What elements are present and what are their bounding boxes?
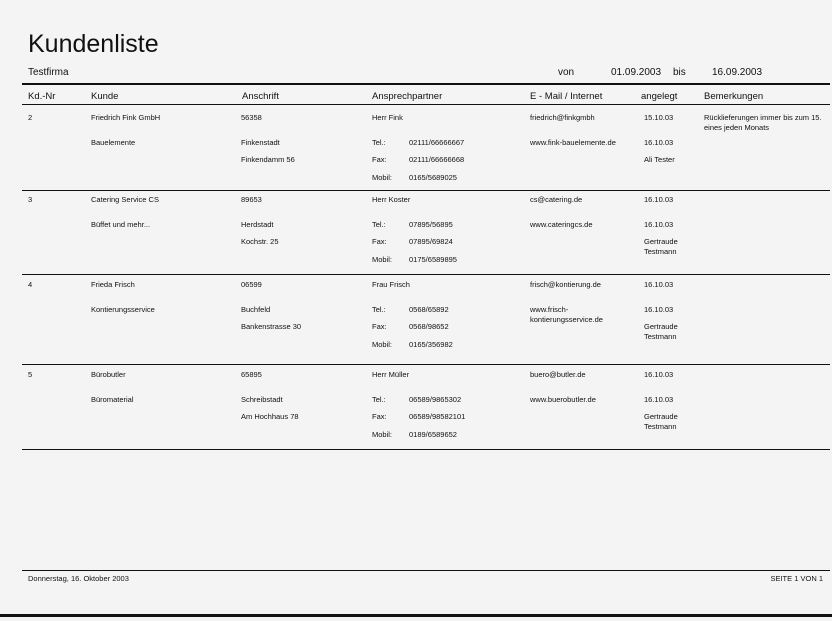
col-header-nr: Kd.-Nr [28,91,56,102]
header-bottom-rule [22,104,830,105]
customer-nr: 5 [28,370,33,379]
header-top-rule [22,83,830,85]
customer-street: Kochstr. 25 [241,237,279,246]
customer-name: Catering Service CS [91,195,159,204]
customer-street: Finkendamm 56 [241,155,295,164]
customer-fax: 06589/98582101 [409,412,466,421]
from-date: 01.09.2003 [611,67,662,78]
customer-plz: 89653 [241,195,262,204]
company-name: Testfirma [28,67,69,78]
customer-mobil-label: Mobil: [372,173,393,182]
customer-email: cs@catering.de [530,195,583,204]
customer-name2: Bauelemente [91,138,136,147]
customer-mobil: 0165/5689025 [409,173,457,182]
customer-name2: Büromaterial [91,395,134,404]
customer-email: friedrich@finkgmbh [530,113,595,122]
customer-city: Schreibstadt [241,395,283,404]
customer-street: Am Hochhaus 78 [241,412,299,421]
customer-remark: Rücklieferungen immer bis zum 15. eines jeden Monats [704,113,822,132]
customer-contact: Herr Müller [372,370,410,379]
customer-by: Gertraude Testmann [644,412,678,431]
customer-fax: 0568/98652 [409,322,449,331]
customer-mobil: 0175/6589895 [409,255,457,264]
customer-date2: 16.10.03 [644,220,674,229]
customer-contact: Herr Fink [372,113,403,122]
customer-date2: 16.10.03 [644,305,674,314]
customer-tel-label: Tel.: [372,305,386,314]
customer-fax-label: Fax: [372,155,387,164]
customer-tel: 0568/65892 [409,305,449,314]
customer-name: Bürobutler [91,370,126,379]
footer-rule [22,570,830,571]
customer-fax-label: Fax: [372,322,387,331]
row-divider [22,190,830,191]
customer-by: Gertraude Testmann [644,322,678,341]
customer-tel: 07895/56895 [409,220,453,229]
customer-web: www.cateringcs.de [530,220,593,229]
col-header-angelegt: angelegt [641,91,678,102]
customer-web: www.fink-bauelemente.de [530,138,616,147]
from-label: von [558,67,575,78]
col-header-email: E - Mail / Internet [530,91,603,102]
customer-city: Herdstadt [241,220,274,229]
customer-plz: 56358 [241,113,262,122]
customer-mobil: 0189/6589652 [409,430,457,439]
customer-mobil: 0165/356982 [409,340,453,349]
row-divider [22,274,830,275]
customer-fax: 07895/69824 [409,237,453,246]
customer-by: Gertraude Testmann [644,237,678,256]
customer-mobil-label: Mobil: [372,430,393,439]
customer-date1: 15.10.03 [644,113,674,122]
customer-web: www.buerobutler.de [530,395,596,404]
footer-date: Donnerstag, 16. Oktober 2003 [28,574,129,583]
customer-mobil-label: Mobil: [372,340,393,349]
customer-nr: 2 [28,113,33,122]
customer-name2: Kontierungsservice [91,305,155,314]
customer-name2: Büffet und mehr... [91,220,151,229]
customer-contact: Herr Koster [372,195,411,204]
report-title: Kundenliste [28,30,159,58]
footer-page: SEITE 1 VON 1 [770,574,823,583]
customer-date1: 16.10.03 [644,280,674,289]
customer-contact: Frau Frisch [372,280,410,289]
customer-email: frisch@kontierung.de [530,280,601,289]
customer-tel-label: Tel.: [372,220,386,229]
customer-name: Frieda Frisch [91,280,135,289]
customer-tel-label: Tel.: [372,395,386,404]
customer-fax: 02111/66666668 [409,155,465,164]
customer-tel-label: Tel.: [372,138,386,147]
customer-city: Buchfeld [241,305,271,314]
customer-by: Ali Tester [644,155,675,164]
customer-date1: 16.10.03 [644,370,674,379]
to-label: bis [673,67,686,78]
col-header-kunde: Kunde [91,91,119,102]
customer-date2: 16.10.03 [644,395,674,404]
col-header-bemerkungen: Bemerkungen [704,91,764,102]
customer-nr: 3 [28,195,33,204]
customer-nr: 4 [28,280,33,289]
row-divider [22,449,830,450]
customer-fax-label: Fax: [372,412,387,421]
row-divider [22,364,830,365]
customer-city: Finkenstadt [241,138,280,147]
customer-date1: 16.10.03 [644,195,674,204]
customer-plz: 65895 [241,370,262,379]
col-header-ansprechpartner: Ansprechpartner [372,91,443,102]
customer-name: Friedrich Fink GmbH [91,113,161,122]
customer-street: Bankenstrasse 30 [241,322,302,331]
customer-fax-label: Fax: [372,237,387,246]
customer-tel: 06589/9865302 [409,395,462,404]
page-bottom-bar [0,614,832,617]
col-header-anschrift: Anschrift [242,91,279,102]
customer-mobil-label: Mobil: [372,255,393,264]
customer-email: buero@butler.de [530,370,586,379]
customer-plz: 06599 [241,280,262,289]
customer-web: www.frisch-kontierungsservice.de [530,305,603,324]
to-date: 16.09.2003 [712,67,763,78]
customer-date2: 16.10.03 [644,138,674,147]
customer-tel: 02111/66666667 [409,138,465,147]
